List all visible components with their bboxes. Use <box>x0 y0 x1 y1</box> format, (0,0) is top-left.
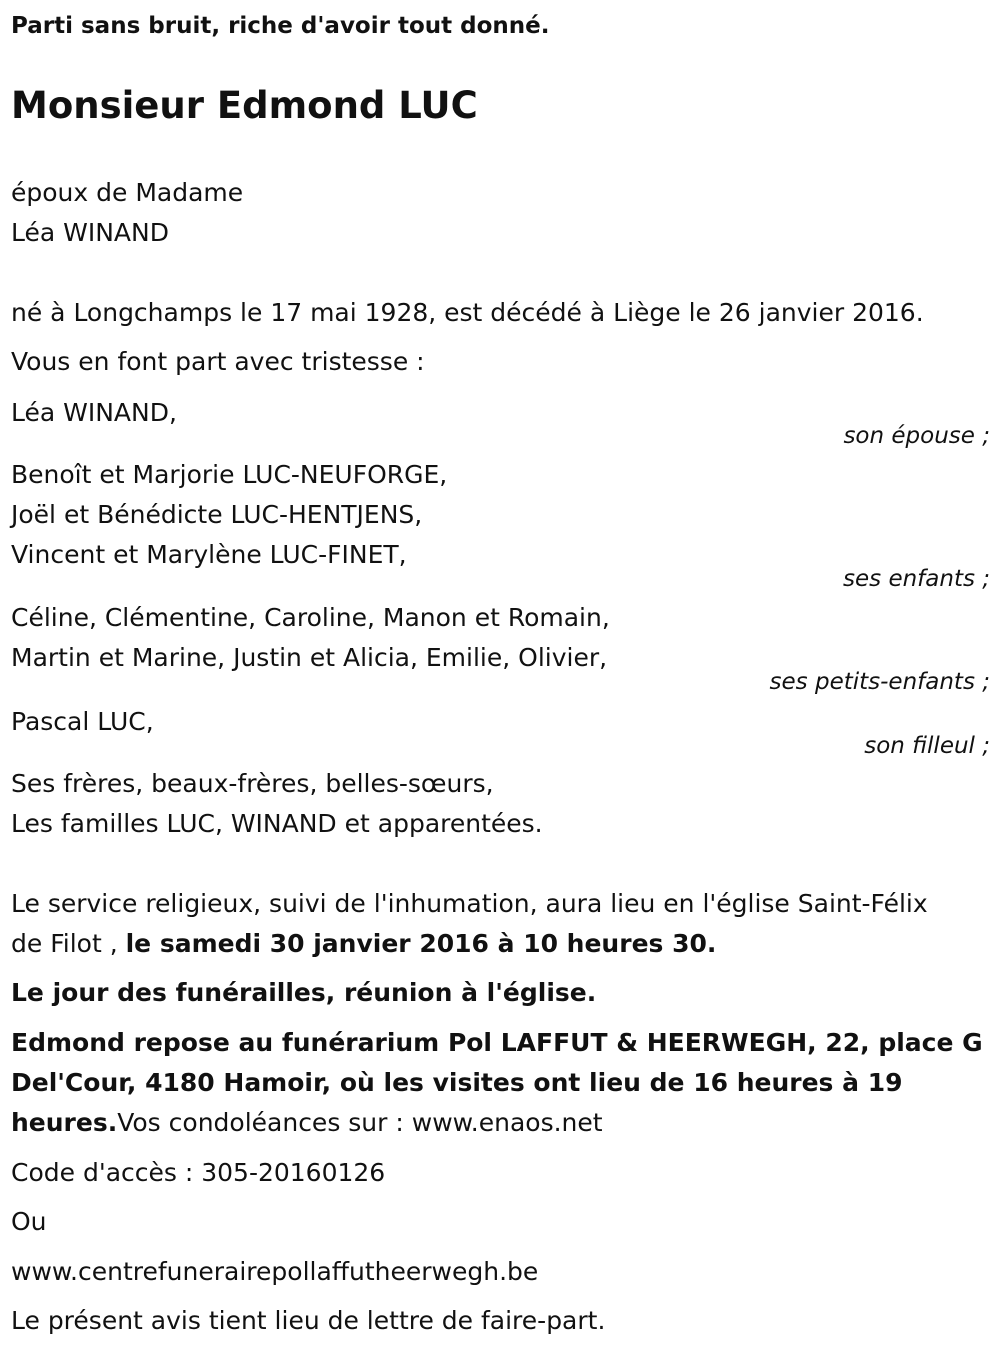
repose-hours-end: heures. <box>11 1108 118 1137</box>
children-role: ses enfants ; <box>843 566 990 592</box>
condolences: Vos condoléances sur : www.enaos.net <box>117 1108 603 1137</box>
other-family: Les familles LUC, WINAND et apparentées. <box>11 809 543 838</box>
or-text: Ou <box>11 1207 47 1236</box>
announce: Vous en font part avec tristesse : <box>11 347 425 376</box>
service-date: le samedi 30 janvier 2016 à 10 heures 30. <box>125 929 717 958</box>
godson-role: son filleul ; <box>864 733 990 759</box>
other-family: Ses frères, beaux-frères, belles-sœurs, <box>11 769 494 798</box>
reunion: Le jour des funérailles, réunion à l'église. <box>11 978 597 1007</box>
service-line-1: Le service religieux, suivi de l'inhumation, aura lieu en l'église Saint-Félix <box>11 889 928 918</box>
godson: Pascal LUC, <box>11 707 154 736</box>
closing-note: Le présent avis tient lieu de lettre de faire-part. <box>11 1306 606 1335</box>
birth-death: né à Longchamps le 17 mai 1928, est décédé à Liège le 26 janvier 2016. <box>11 298 924 327</box>
child: Joël et Bénédicte LUC-HENTJENS, <box>11 500 423 529</box>
spouse-role: son épouse ; <box>843 423 990 449</box>
service-place: de Filot , <box>11 929 126 958</box>
grandchildren: Martin et Marine, Justin et Alicia, Emilie, Olivier, <box>11 643 608 672</box>
family-spouse: Léa WINAND, <box>11 398 177 427</box>
website-link[interactable]: www.centrefunerairepollaffutheerwegh.be <box>11 1257 539 1286</box>
motto: Parti sans bruit, riche d'avoir tout donné. <box>11 13 550 39</box>
access-code: Code d'accès : 305-20160126 <box>11 1158 386 1187</box>
repose-line-2: Del'Cour, 4180 Hamoir, où les visites ont lieu de 16 heures à 19 <box>11 1068 903 1097</box>
child: Vincent et Marylène LUC-FINET, <box>11 540 407 569</box>
repose-line-1: Edmond repose au funérarium Pol LAFFUT & HEERWEGH, 22, place G <box>11 1028 983 1057</box>
deceased-name: Monsieur Edmond LUC <box>11 84 478 127</box>
child: Benoît et Marjorie LUC-NEUFORGE, <box>11 460 448 489</box>
spouse-line-2: Léa WINAND <box>11 218 169 247</box>
grandchildren-role: ses petits-enfants ; <box>769 669 990 695</box>
spouse-line-1: époux de Madame <box>11 178 244 207</box>
grandchildren: Céline, Clémentine, Caroline, Manon et Romain, <box>11 603 610 632</box>
service-line-2 <box>11 929 716 959</box>
repose-line-3 <box>11 1108 603 1138</box>
